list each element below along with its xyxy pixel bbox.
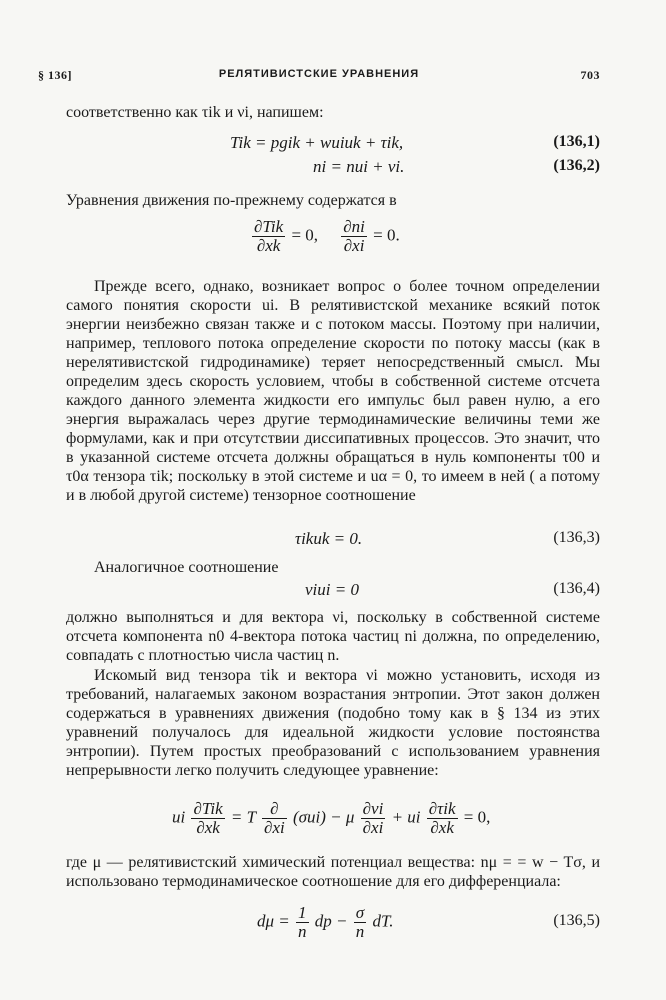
equation-body: τikuk = 0.	[295, 529, 363, 548]
paragraph-chemical-potential: где μ — релятивистский химический потенциал вещества: nμ = = w − Tσ, и использовано термодинамическое соотношение для его дифференциала:	[66, 854, 600, 890]
fraction: $\frac{\sigma}{n}$	[355, 903, 365, 941]
fraction: $\frac{\text{∂τik}}{\partial xk}$	[428, 799, 456, 837]
section-ref: § 136]	[38, 68, 72, 82]
equation-136-1	[0, 133, 666, 159]
running-title: РЕЛЯТИВИСТСКИЕ УРАВНЕНИЯ	[218, 68, 420, 80]
paragraph-analogous: Аналогичное соотношение	[94, 559, 279, 576]
equation-number: (136,3)	[553, 529, 600, 546]
fraction: $\frac{\partial ni}{\partial xi}$	[343, 217, 365, 255]
page-number: 703	[580, 68, 600, 82]
fraction: $\frac{\partial\nu i}{\partial xi}$	[362, 799, 384, 837]
equation-number: (136,2)	[553, 157, 600, 174]
fraction: $\frac{\text{∂Tik}}{\partial xk}$	[254, 217, 284, 255]
equation-body: νiui = 0	[305, 580, 359, 599]
fraction: $\frac{1}{n}$	[298, 903, 307, 941]
running-header	[38, 68, 600, 86]
equation-number: (136,1)	[553, 133, 600, 150]
equation-number: (136,5)	[553, 912, 600, 929]
equation-conservation: $\frac{\text{∂Tik}}{\partial xk}$ = 0, $\frac{\partial ni}{\partial xi}$ = 0.	[254, 217, 400, 255]
equation-136-4	[0, 580, 666, 606]
equation-136-5: dμ = $\frac{1}{n}$ dp − $\frac{\sigma}{n}$ dT. (136,5)	[257, 903, 600, 941]
equation-body: ni = nui + νi.	[313, 157, 405, 176]
paragraph-motion-equations: Уравнения движения по-прежнему содержатся в	[66, 192, 397, 209]
equation-entropy-derivation: ui $\frac{\text{∂Tik}}{\partial xk}$ = T $\frac{\partial}{\partial xi}$ (σui) − μ $\frac{\partial\nu i}{\partial xi}$ + ui $\frac{\text{∂τik}}{\partial xk}$ = 0,	[172, 799, 491, 837]
paragraph-intro: соответственно как τik и νi, напишем:	[66, 104, 324, 121]
paragraph-velocity-definition: Прежде всего, однако, возникает вопрос о более точном определении самого понятия скорости ui. В релятивистской механике всякий поток энергии неизбежно связан также и с потоком массы. Поэтому при наличии, например, теплового потока определение скорости по потоку массы (как в нерелятивистской гидродинамике) теряет непосредственный смысл. Мы определим здесь скорость условием, чтобы в собственной системе отсчета каждого данного элемента жидкости его импульс был равен нулю, а его энергия выражалась через другие термодинамические величины теми же формулами, как и при отсутствии диссипативных процессов. Это значит, что в указанной системе отсчета должны обращаться в нуль компоненты τ00 и τ0α тензора τik; поскольку в этой системе и uα = 0, то имеем в ней ( а потому и в любой другой системе) тензорное соотношение	[66, 278, 600, 504]
equation-number: (136,4)	[553, 580, 600, 597]
paragraph-entropy: Искомый вид тензора τik и вектора νi можно установить, исходя из требований, налагаемых законом возрастания энтропии. Этот закон должен содержаться в уравнениях движения (подобно тому как в § 134 из этих уравнений получалось для идеальной жидкости условие постоянства энтропии). Путем простых преобразований с использованием уравнения непрерывности легко получить следующее уравнение:	[66, 667, 600, 779]
fraction: $\frac{\text{∂Tik}}{\partial xk}$	[193, 799, 223, 837]
equation-136-3	[0, 529, 666, 555]
equation-body: Tik = pgik + wuiuk + τik,	[230, 133, 404, 152]
equation-136-2	[0, 157, 666, 183]
fraction: $\frac{\partial}{\partial xi}$	[264, 799, 285, 837]
paragraph-particle-flux: должно выполняться и для вектора νi, поскольку в собственной системе отсчета компонента n0 4-вектора потока частиц ni должна, по определению, совпадать с плотностью числа частиц n.	[66, 609, 600, 664]
